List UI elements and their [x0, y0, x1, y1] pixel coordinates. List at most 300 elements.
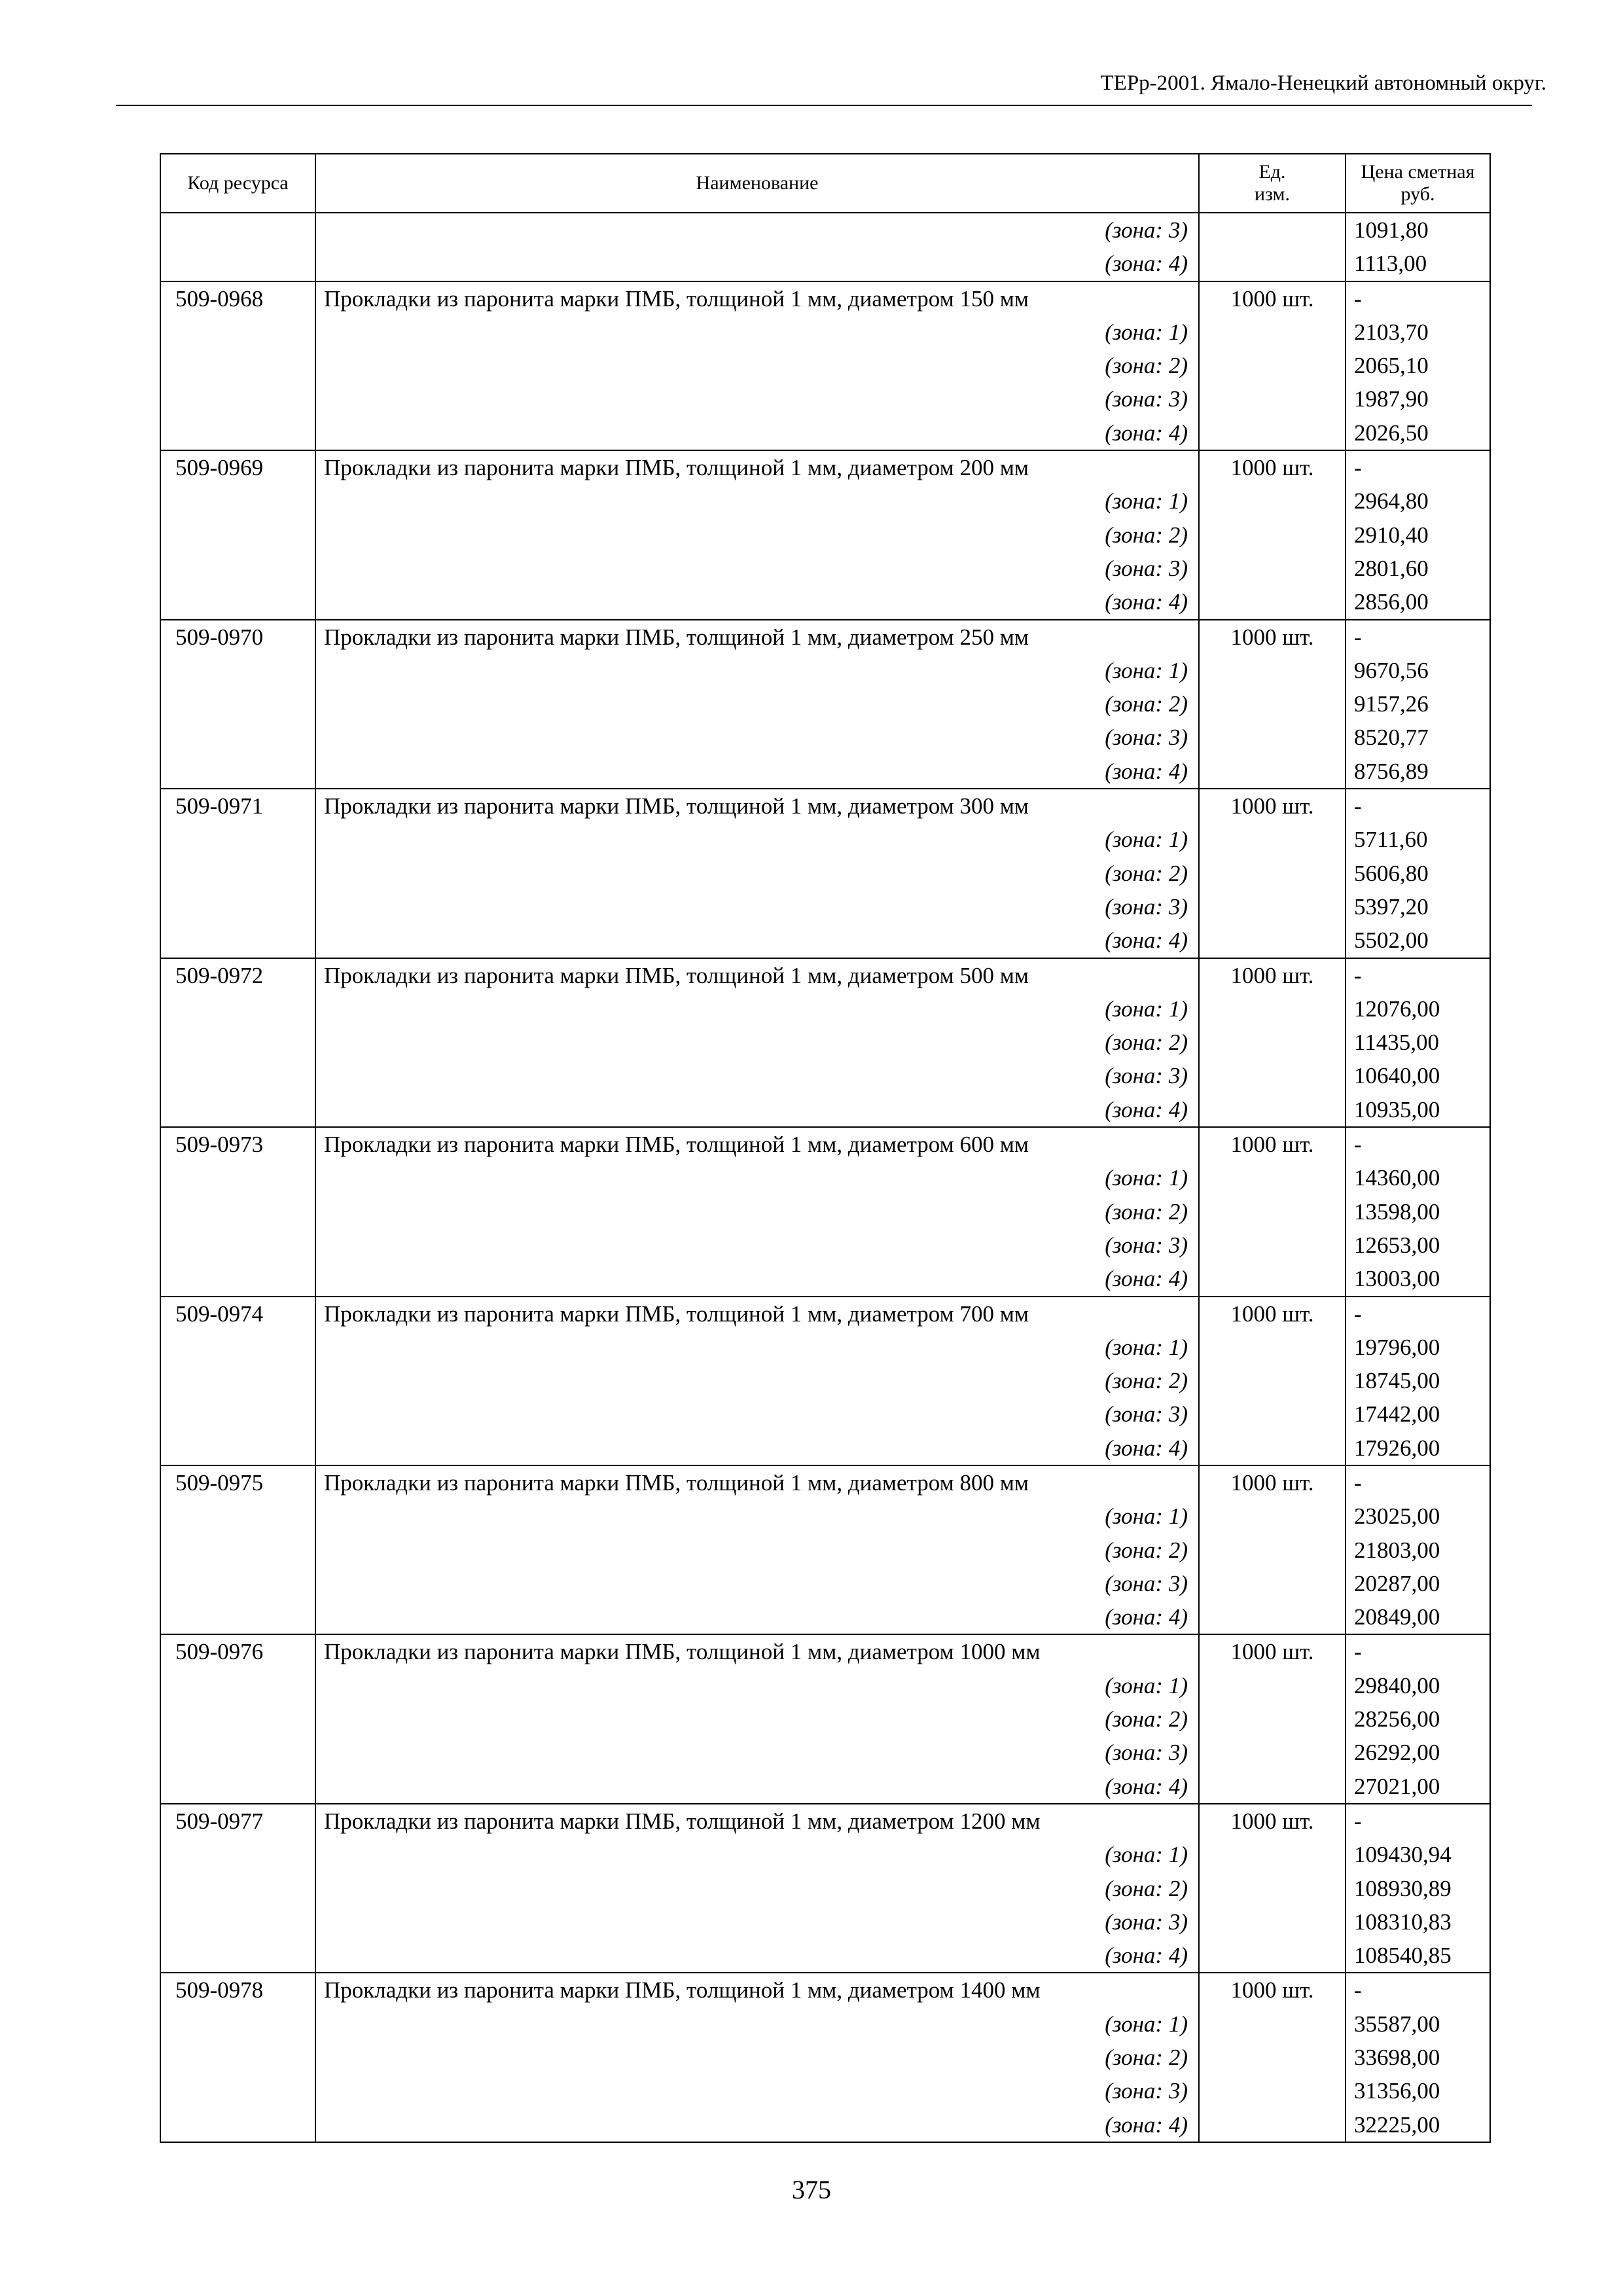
resource-code: 509-0972	[175, 962, 264, 988]
empty-line	[1200, 1331, 1345, 1364]
zone-label: (зона: 2)	[1105, 860, 1188, 886]
empty-line	[1200, 721, 1345, 754]
empty-line	[161, 2007, 315, 2041]
zone-label: (зона: 4)	[1105, 1266, 1188, 1292]
zone-price: 23025,00	[1354, 1503, 1440, 1530]
table-row	[160, 789, 1490, 958]
empty-line	[1200, 1026, 1345, 1059]
zone-label: (зона: 1)	[1105, 657, 1188, 683]
zone-price: 1113,00	[1354, 251, 1427, 277]
table-row	[160, 620, 1490, 789]
price-cell	[1346, 1973, 1490, 2142]
empty-line	[1200, 382, 1345, 416]
empty-line	[1200, 416, 1345, 450]
empty-line	[1200, 1499, 1345, 1533]
unit-value: 1000 шт.	[1230, 793, 1314, 819]
price-cell	[1346, 1804, 1490, 1973]
zone-price: 2065,10	[1354, 353, 1429, 379]
zone-price: 5606,80	[1354, 860, 1429, 886]
table-row	[160, 1804, 1490, 1973]
zone-price: 108540,85	[1354, 1943, 1452, 1969]
empty-line	[1200, 1905, 1345, 1939]
zone-label: (зона: 3)	[1105, 725, 1188, 751]
table-row	[160, 1465, 1490, 1634]
name-cell	[315, 1465, 1199, 1634]
empty-line	[161, 857, 315, 890]
empty-line	[1200, 1059, 1345, 1092]
resource-name: Прокладки из паронита марки ПМБ, толщиной 1 мм, диаметром 1000 мм	[324, 1639, 1041, 1665]
empty-line	[1200, 890, 1345, 924]
unit-cell	[1199, 1634, 1346, 1803]
code-cell	[160, 958, 315, 1127]
empty-line	[161, 1431, 315, 1465]
empty-line	[1200, 1431, 1345, 1465]
empty-line	[1200, 552, 1345, 585]
name-cell	[315, 1127, 1199, 1296]
name-cell	[315, 789, 1199, 958]
empty-line	[161, 721, 315, 754]
zone-price: 31356,00	[1354, 2078, 1440, 2104]
zone-price: 17442,00	[1354, 1401, 1440, 1427]
empty-line	[161, 823, 315, 856]
empty-line	[1200, 687, 1345, 721]
empty-line	[161, 1600, 315, 1634]
column-header-price	[1346, 154, 1490, 213]
unit-cell	[1199, 1973, 1346, 2142]
base-price: -	[1354, 1300, 1362, 1327]
empty-line	[161, 687, 315, 721]
zone-label: (зона: 1)	[1105, 1503, 1188, 1530]
zone-price: 29840,00	[1354, 1672, 1440, 1698]
price-cell	[1346, 1127, 1490, 1296]
zone-price: 13598,00	[1354, 1198, 1440, 1225]
resource-name: Прокладки из паронита марки ПМБ, толщиной 1 мм, диаметром 500 мм	[324, 962, 1029, 988]
resource-name: Прокладки из паронита марки ПМБ, толщиной 1 мм, диаметром 800 мм	[324, 1469, 1029, 1496]
empty-line	[161, 1262, 315, 1295]
empty-line	[161, 1534, 315, 1567]
zone-label: (зона: 2)	[1105, 1875, 1188, 1901]
empty-line	[161, 924, 315, 957]
resource-name: Прокладки из паронита марки ПМБ, толщиной 1 мм, диаметром 300 мм	[324, 793, 1029, 819]
empty-line	[1200, 2041, 1345, 2074]
empty-line	[161, 247, 315, 280]
zone-label: (зона: 4)	[1105, 1435, 1188, 1461]
zone-price: 11435,00	[1354, 1030, 1439, 1056]
empty-line	[1200, 1093, 1345, 1126]
zone-price: 17926,00	[1354, 1435, 1440, 1461]
resource-code: 509-0973	[175, 1132, 264, 1158]
zone-price: 33698,00	[1354, 2045, 1440, 2071]
empty-line	[1200, 2074, 1345, 2108]
price-cell	[1346, 789, 1490, 958]
empty-line	[161, 1872, 315, 1905]
unit-cell	[1199, 213, 1346, 281]
table-body	[160, 213, 1490, 2142]
zone-label: (зона: 4)	[1105, 420, 1188, 446]
empty-line	[1200, 247, 1345, 280]
empty-line	[1200, 518, 1345, 552]
empty-line	[1200, 1534, 1345, 1567]
empty-line	[161, 1397, 315, 1431]
unit-cell	[1199, 620, 1346, 789]
unit-value: 1000 шт.	[1230, 962, 1314, 988]
zone-price: 2801,60	[1354, 555, 1429, 581]
zone-label: (зона: 2)	[1105, 1706, 1188, 1732]
zone-label: (зона: 1)	[1105, 1165, 1188, 1191]
empty-line	[1200, 823, 1345, 856]
empty-line	[161, 1736, 315, 1769]
zone-label: (зона: 2)	[1105, 2045, 1188, 2071]
zone-label: (зона: 2)	[1105, 1368, 1188, 1394]
base-price: -	[1354, 455, 1362, 481]
price-cell	[1346, 1297, 1490, 1465]
empty-line	[161, 1161, 315, 1194]
page-header-title: ТЕРр-2001. Ямало-Ненецкий автономный округ.	[1100, 71, 1546, 95]
empty-line	[1200, 585, 1345, 619]
zone-price: 5502,00	[1354, 927, 1429, 954]
price-cell	[1346, 450, 1490, 619]
zone-label: (зона: 3)	[1105, 555, 1188, 581]
empty-line	[161, 1838, 315, 1871]
zone-label: (зона: 3)	[1105, 1401, 1188, 1427]
zone-label: (зона: 1)	[1105, 996, 1188, 1022]
table-row	[160, 450, 1490, 619]
table-row-continuation	[160, 213, 1490, 281]
base-price: -	[1354, 1469, 1362, 1496]
zone-label: (зона: 2)	[1105, 691, 1188, 717]
code-cell	[160, 1973, 315, 2142]
zone-price: 1987,90	[1354, 386, 1429, 412]
zone-price: 10640,00	[1354, 1063, 1440, 1089]
empty-line	[1200, 992, 1345, 1026]
name-cell	[315, 1634, 1199, 1803]
table-row	[160, 958, 1490, 1127]
column-header-price-line2: руб.	[1400, 183, 1435, 205]
code-cell	[160, 450, 315, 619]
empty-line	[161, 2108, 315, 2142]
zone-label: (зона: 1)	[1105, 488, 1188, 514]
empty-line	[161, 1499, 315, 1533]
empty-line	[161, 315, 315, 349]
zone-price: 2910,40	[1354, 522, 1429, 548]
column-header-unit-line1: Ед.	[1258, 160, 1286, 183]
empty-line	[161, 1093, 315, 1126]
empty-line	[1200, 1262, 1345, 1295]
name-cell	[315, 620, 1199, 789]
zone-label: (зона: 3)	[1105, 386, 1188, 412]
empty-line	[161, 518, 315, 552]
zone-price: 13003,00	[1354, 1266, 1440, 1292]
zone-label: (зона: 2)	[1105, 353, 1188, 379]
zone-price: 20849,00	[1354, 1604, 1440, 1630]
zone-price: 20287,00	[1354, 1570, 1440, 1596]
empty-line	[1200, 1567, 1345, 1600]
zone-price: 108930,89	[1354, 1875, 1452, 1901]
zone-label: (зона: 1)	[1105, 1672, 1188, 1698]
page-number: 375	[792, 2175, 831, 2204]
empty-line	[161, 416, 315, 450]
table-row	[160, 1297, 1490, 1465]
zone-label: (зона: 3)	[1105, 1063, 1188, 1089]
price-cell	[1346, 620, 1490, 789]
zone-label: (зона: 2)	[1105, 522, 1188, 548]
empty-line	[1200, 1229, 1345, 1262]
base-price: -	[1354, 624, 1362, 650]
name-cell	[315, 1973, 1199, 2142]
unit-cell	[1199, 1127, 1346, 1296]
empty-line	[1200, 1397, 1345, 1431]
zone-label: (зона: 4)	[1105, 1096, 1188, 1122]
unit-value: 1000 шт.	[1230, 1808, 1314, 1834]
resource-code: 509-0970	[175, 624, 264, 650]
zone-label: (зона: 3)	[1105, 1740, 1188, 1766]
zone-label: (зона: 4)	[1105, 758, 1188, 784]
zone-price: 10935,00	[1354, 1096, 1440, 1122]
unit-cell	[1199, 789, 1346, 958]
table-row	[160, 1634, 1490, 1803]
zone-label: (зона: 2)	[1105, 1537, 1188, 1563]
unit-value: 1000 шт.	[1230, 1132, 1314, 1158]
empty-line	[1200, 2007, 1345, 2041]
price-cell	[1346, 281, 1490, 450]
resource-code: 509-0971	[175, 793, 264, 819]
zone-label: (зона: 4)	[1105, 251, 1188, 277]
base-price: -	[1354, 793, 1362, 819]
empty-line	[1200, 1736, 1345, 1769]
column-header-unit-line2: изм.	[1255, 183, 1290, 205]
zone-price: 18745,00	[1354, 1368, 1440, 1394]
empty-line	[161, 382, 315, 416]
zone-price: 12076,00	[1354, 996, 1440, 1022]
empty-line	[161, 1905, 315, 1939]
empty-line	[161, 213, 315, 247]
price-cell	[1346, 1465, 1490, 1634]
code-cell	[160, 1297, 315, 1465]
resource-code: 509-0968	[175, 285, 264, 312]
zone-price: 12653,00	[1354, 1232, 1440, 1258]
code-cell	[160, 1127, 315, 1296]
zone-price: 21803,00	[1354, 1537, 1440, 1563]
empty-line	[1200, 1939, 1345, 1972]
zone-price: 26292,00	[1354, 1740, 1440, 1766]
zone-price: 19796,00	[1354, 1334, 1440, 1360]
unit-value: 1000 шт.	[1230, 455, 1314, 481]
empty-line	[161, 349, 315, 382]
resource-code: 509-0969	[175, 455, 264, 481]
empty-line	[1200, 1669, 1345, 1702]
name-cell	[315, 450, 1199, 619]
zone-price: 5397,20	[1354, 893, 1429, 920]
zone-label: (зона: 4)	[1105, 2111, 1188, 2138]
resource-name: Прокладки из паронита марки ПМБ, толщиной 1 мм, диаметром 600 мм	[324, 1132, 1029, 1158]
zone-label: (зона: 3)	[1105, 1570, 1188, 1596]
unit-value: 1000 шт.	[1230, 285, 1314, 312]
empty-line	[161, 585, 315, 619]
zone-label: (зона: 2)	[1105, 1198, 1188, 1225]
empty-line	[1200, 1161, 1345, 1194]
empty-line	[161, 654, 315, 687]
code-cell	[160, 281, 315, 450]
base-price: -	[1354, 962, 1362, 988]
unit-cell	[1199, 1465, 1346, 1634]
zone-label: (зона: 1)	[1105, 1842, 1188, 1868]
zone-price: 32225,00	[1354, 2111, 1440, 2138]
zone-price: 9670,56	[1354, 657, 1429, 683]
zone-price: 27021,00	[1354, 1773, 1440, 1799]
zone-label: (зона: 3)	[1105, 2078, 1188, 2104]
empty-line	[161, 552, 315, 585]
table-header-row	[160, 154, 1490, 213]
empty-line	[1200, 654, 1345, 687]
resource-code: 509-0978	[175, 1977, 264, 2003]
zone-label: (зона: 4)	[1105, 927, 1188, 954]
code-cell	[160, 620, 315, 789]
zone-label: (зона: 1)	[1105, 1334, 1188, 1360]
unit-cell	[1199, 281, 1346, 450]
empty-line	[161, 1331, 315, 1364]
column-header-unit	[1199, 154, 1346, 213]
price-cell	[1346, 1634, 1490, 1803]
resource-code: 509-0974	[175, 1300, 264, 1327]
code-cell	[160, 1804, 315, 1973]
resource-name: Прокладки из паронита марки ПМБ, толщиной 1 мм, диаметром 1200 мм	[324, 1808, 1041, 1834]
empty-line	[1200, 857, 1345, 890]
zone-label: (зона: 3)	[1105, 1232, 1188, 1258]
zone-price: 2856,00	[1354, 589, 1429, 615]
resource-name: Прокладки из паронита марки ПМБ, толщиной 1 мм, диаметром 700 мм	[324, 1300, 1029, 1327]
empty-line	[1200, 1770, 1345, 1803]
empty-line	[161, 755, 315, 788]
resource-name: Прокладки из паронита марки ПМБ, толщиной 1 мм, диаметром 1400 мм	[324, 1977, 1041, 2003]
price-table	[160, 153, 1491, 2143]
code-cell	[160, 1465, 315, 1634]
empty-line	[1200, 1838, 1345, 1871]
empty-line	[1200, 349, 1345, 382]
empty-line	[1200, 2108, 1345, 2142]
zone-label: (зона: 3)	[1105, 1909, 1188, 1935]
resource-code: 509-0975	[175, 1469, 264, 1496]
zone-price: 108310,83	[1354, 1909, 1452, 1935]
empty-line	[161, 1770, 315, 1803]
name-cell	[315, 1804, 1199, 1973]
unit-value: 1000 шт.	[1230, 1977, 1314, 2003]
empty-line	[161, 2041, 315, 2074]
empty-line	[1200, 924, 1345, 957]
empty-line	[161, 1669, 315, 1702]
zone-price: 8520,77	[1354, 725, 1429, 751]
zone-price: 9157,26	[1354, 691, 1429, 717]
empty-line	[161, 484, 315, 518]
unit-value: 1000 шт.	[1230, 1469, 1314, 1496]
empty-line	[161, 1195, 315, 1229]
zone-price: 14360,00	[1354, 1165, 1440, 1191]
unit-value: 1000 шт.	[1230, 1639, 1314, 1665]
unit-cell	[1199, 450, 1346, 619]
empty-line	[1200, 213, 1345, 247]
zone-label: (зона: 1)	[1105, 319, 1188, 345]
price-cell	[1346, 213, 1490, 281]
zone-label: (зона: 4)	[1105, 1943, 1188, 1969]
zone-price: 35587,00	[1354, 2011, 1440, 2037]
base-price: -	[1354, 1977, 1362, 2003]
resource-name: Прокладки из паронита марки ПМБ, толщиной 1 мм, диаметром 250 мм	[324, 624, 1029, 650]
zone-label: (зона: 4)	[1105, 589, 1188, 615]
resource-code: 509-0977	[175, 1808, 264, 1834]
empty-line	[161, 1702, 315, 1736]
resource-name: Прокладки из паронита марки ПМБ, толщиной 1 мм, диаметром 150 мм	[324, 285, 1029, 312]
zone-label: (зона: 1)	[1105, 827, 1188, 853]
unit-cell	[1199, 1804, 1346, 1973]
zone-price: 5711,60	[1354, 827, 1428, 853]
zone-price: 2103,70	[1354, 319, 1429, 345]
code-cell	[160, 1634, 315, 1803]
empty-line	[1200, 1600, 1345, 1634]
table-row	[160, 1973, 1490, 2142]
price-cell	[1346, 958, 1490, 1127]
empty-line	[1200, 484, 1345, 518]
empty-line	[161, 1567, 315, 1600]
empty-line	[1200, 1872, 1345, 1905]
empty-line	[1200, 1702, 1345, 1736]
zone-label: (зона: 1)	[1105, 2011, 1188, 2037]
empty-line	[161, 1026, 315, 1059]
zone-price: 2964,80	[1354, 488, 1429, 514]
zone-label: (зона: 3)	[1105, 217, 1188, 243]
unit-cell	[1199, 958, 1346, 1127]
code-cell	[160, 789, 315, 958]
zone-price: 109430,94	[1354, 1842, 1452, 1868]
table-row	[160, 281, 1490, 450]
unit-value: 1000 шт.	[1230, 1300, 1314, 1327]
empty-line	[161, 890, 315, 924]
base-price: -	[1354, 285, 1362, 312]
code-cell	[160, 213, 315, 281]
zone-label: (зона: 4)	[1105, 1773, 1188, 1799]
empty-line	[1200, 755, 1345, 788]
header-rule	[116, 105, 1532, 106]
empty-line	[1200, 315, 1345, 349]
zone-label: (зона: 3)	[1105, 893, 1188, 920]
column-header-name: Наименование	[315, 154, 1199, 213]
empty-line	[1200, 1195, 1345, 1229]
zone-price: 2026,50	[1354, 420, 1429, 446]
resource-code: 509-0976	[175, 1639, 264, 1665]
empty-line	[161, 992, 315, 1026]
column-header-code: Код ресурса	[160, 154, 315, 213]
name-cell	[315, 1297, 1199, 1465]
zone-price: 28256,00	[1354, 1706, 1440, 1732]
name-cell	[315, 213, 1199, 281]
empty-line	[161, 2074, 315, 2108]
name-cell	[315, 281, 1199, 450]
empty-line	[161, 1939, 315, 1972]
unit-value: 1000 шт.	[1230, 624, 1314, 650]
resource-name: Прокладки из паронита марки ПМБ, толщиной 1 мм, диаметром 200 мм	[324, 455, 1029, 481]
base-price: -	[1354, 1639, 1362, 1665]
zone-price: 8756,89	[1354, 758, 1429, 784]
empty-line	[161, 1059, 315, 1092]
table-row	[160, 1127, 1490, 1296]
name-cell	[315, 958, 1199, 1127]
empty-line	[161, 1229, 315, 1262]
base-price: -	[1354, 1132, 1362, 1158]
empty-line	[161, 1364, 315, 1397]
column-header-price-line1: Цена сметная	[1361, 160, 1475, 183]
zone-label: (зона: 2)	[1105, 1030, 1188, 1056]
empty-line	[1200, 1364, 1345, 1397]
unit-cell	[1199, 1297, 1346, 1465]
base-price: -	[1354, 1808, 1362, 1834]
